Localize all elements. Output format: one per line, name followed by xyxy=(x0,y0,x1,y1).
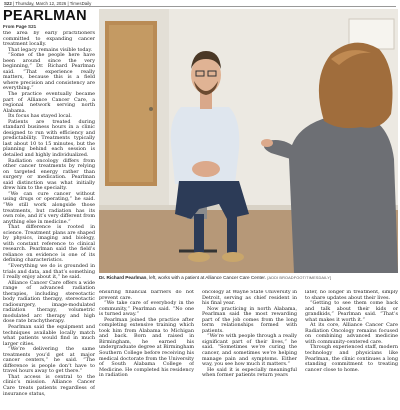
door-panel xyxy=(109,25,153,182)
photo-credit: [ADDI BROADFOOT/TIMESDAILY] xyxy=(267,275,332,280)
paragraph: “We can cure cancer without using drugs or operating,” he said. “We still work alongside those treatments, but radiation has its own role, and it’s very different from anything else in medicine.” xyxy=(3,190,95,225)
article-photo xyxy=(99,9,398,273)
article-column-1 xyxy=(3,31,95,407)
doctor-shoe-left xyxy=(188,252,210,262)
paragraph: Radiation oncology differs from other cancer treatments by relying on targeted energy rather than surgery or medication. Pearlman said distinction was what initially drew him to the specialty. xyxy=(3,157,95,192)
paragraph: Through experienced staff, modern technology and physicians like Pearlman, the clinic continues a long standing commitment to treating cancer close to home. xyxy=(305,344,398,373)
page-folio xyxy=(4,0,396,7)
jump-line: From Page S21 xyxy=(3,24,37,29)
paragraph: “We take care of everybody in the community,” Pearlman said. “No one is turned away.” xyxy=(99,300,194,318)
doctor-leg-right xyxy=(227,214,237,254)
paragraph: The practice eventually became part of Alliance Cancer Care, a regional network serving north Alabama. xyxy=(3,91,95,114)
photo-caption xyxy=(99,275,398,286)
folio-separator: | xyxy=(13,1,16,6)
caption-name: Dr. Richard Pearlman xyxy=(99,275,147,280)
paragraph: ensuring financial barriers do not prevent care. xyxy=(99,290,194,301)
paragraph: oncology at Wayne State University in Detroit, serving as chief resident in his final year. xyxy=(202,290,297,307)
paragraph: “We’re with people through a really significant part of their lives,” he said. “Sometimes we’re curing the cancer, and sometimes we’re helping manage pain and symptoms. Either way, you see how much it matters.” xyxy=(202,333,297,368)
doctor-shoe-right xyxy=(222,252,244,262)
paragraph: Pearlman said the equipment and techniques available locally match what patients would find in much larger cities. xyxy=(3,323,95,347)
article-column-4 xyxy=(305,290,398,408)
paragraph: Alliance Cancer Care offers a wide range of advanced radiation therapies, including stereotactic body radiation therapy, stereotactic radiosurgery, image-modulated radiation therapy, volumetric modulated arc therapy and high dose rate brachytherapy. xyxy=(3,279,95,325)
patient-sweater xyxy=(289,115,398,273)
door-knob xyxy=(149,107,153,111)
folio-separator: | xyxy=(67,1,70,6)
patient-hair xyxy=(319,43,393,129)
paragraph: He said it is especially meaningful when former patients return years xyxy=(202,366,297,379)
paragraph: That difference is rooted in science. Treatment plans are shaped by physics, imaging and biology, with constant reference to clinical research. Pearlman said the field’s reliance on evidence is one of its defining characteristics. xyxy=(3,224,95,264)
article-column-2 xyxy=(99,290,194,408)
page-number: S22 xyxy=(4,1,12,6)
article-column-3 xyxy=(202,290,297,408)
paragraph: “We’re delivering the same treatments you’d get at major cancer centers,” he said. “The difference is people don’t have to travel hours away to get there.” xyxy=(3,346,95,375)
paragraph: the area by early practitioners committed to expanding cancer treatment locally. xyxy=(3,31,95,48)
paragraph: Patients are treated during standard business hours in a clinic designed to run with efficiency and predictability. Treatments typically last about 10 to 15 minutes, but the planning behind each session is detailed and highly individualized. xyxy=(3,118,95,159)
doctor-clasped-hands xyxy=(192,161,220,177)
paragraph: “Getting to see them come back and talk about their kids or grandkids,” Pearlman said. “That’s what makes it worth it.” xyxy=(305,300,398,323)
paragraph: “Everything we do is grounded in trials and data, and that’s something I really enjoy about it,” he said. xyxy=(3,262,95,281)
paragraph: Now practicing in north Alabama, Pearlman said the most rewarding part of the job comes from the long term relationships formed with patients. xyxy=(202,305,297,334)
photo-illustration xyxy=(99,9,398,273)
issue-date: Thursday, March 12, 2026 xyxy=(15,1,67,6)
paragraph: later, no longer in treatment, simply to share updates about their lives. xyxy=(305,290,398,301)
paragraph: That access is central to the clinic’s mission. Alliance Cancer Care treats patients regardless of insurance status, xyxy=(3,373,95,397)
paragraph: Its focus has stayed local. xyxy=(8,113,72,120)
publication-name: TimesDaily xyxy=(69,1,92,6)
paragraph: “Some of the people here have been around since the very beginning,” Dr. Richard Pearlman said. “That experience really matters, because this is a field where precision and consistency are everything.” xyxy=(3,52,95,92)
headline: PEARLMAN xyxy=(3,8,87,24)
paragraph: That legacy remains visible today. xyxy=(8,46,93,53)
patient-hand xyxy=(261,139,273,147)
paragraph: Pearlman joined the practice after completing extensive training which took him from Alabama to Michigan and back. Born and raised in Birmingham, he earned his undergraduate degree at Birmingham Southern College before receiving his medical doctorate from the University of South Alabama College of Medicine. He completed his residency in radiation xyxy=(99,316,194,379)
paragraph: At its core, Alliance Cancer Care Radiation Oncology remains focused on combining advanced medicine with community-centered care. xyxy=(305,322,398,345)
doctor-leg-left xyxy=(194,214,204,254)
caption-text: , left, works with a patient at Alliance Cancer Care Center. xyxy=(146,275,267,280)
